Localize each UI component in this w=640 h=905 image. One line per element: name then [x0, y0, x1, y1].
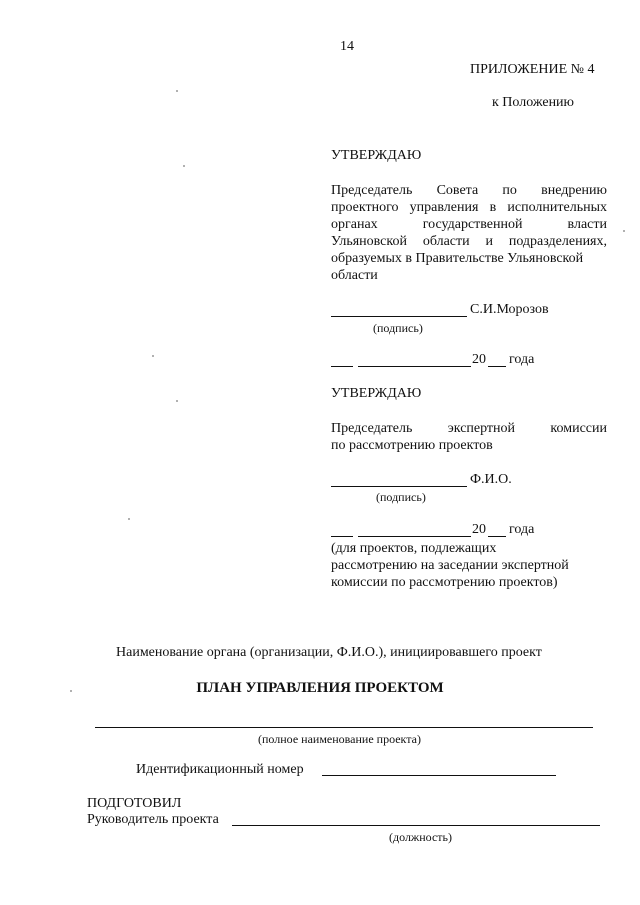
scan-speck	[176, 400, 178, 402]
approve2-signer: Ф.И.О.	[470, 472, 512, 487]
approve2-note-3: комиссии по рассмотрению проектов)	[331, 575, 558, 590]
appendix-title: ПРИЛОЖЕНИЕ № 4	[470, 62, 595, 77]
scan-speck	[623, 230, 625, 232]
id-line	[322, 775, 556, 776]
approve2-date-suffix: года	[509, 522, 535, 537]
scan-speck	[128, 518, 130, 520]
prepared-role-label: Руководитель проекта	[87, 812, 219, 827]
approve1-heading: УТВЕРЖДАЮ	[331, 148, 422, 163]
prepared-position-label: (должность)	[389, 830, 452, 844]
approve2-day-line	[331, 536, 353, 537]
approve1-line-3: органах государственной власти	[331, 217, 607, 232]
approve1-date-suffix: года	[509, 352, 535, 367]
approve1-signature-label: (подпись)	[373, 321, 423, 335]
approve2-signature-label: (подпись)	[376, 490, 426, 504]
approve1-signature-line	[331, 316, 467, 317]
appendix-subtitle: к Положению	[492, 95, 575, 110]
project-name-label: (полное наименование проекта)	[258, 732, 421, 746]
approve2-line-1: Председатель экспертной комиссии	[331, 421, 607, 436]
prepared-heading: ПОДГОТОВИЛ	[87, 796, 182, 811]
scan-speck	[183, 165, 185, 167]
prepared-role-line	[232, 825, 600, 826]
approve1-month-line	[358, 366, 471, 367]
approve1-line-5: образуемых в Правительстве Ульяновской	[331, 251, 584, 266]
scan-speck	[70, 690, 72, 692]
scan-speck	[152, 355, 154, 357]
approve1-line-4: Ульяновской области и подразделениях,	[331, 234, 607, 249]
approve2-note-2: рассмотрению на заседании экспертной	[331, 558, 569, 573]
approve1-year-line	[488, 366, 506, 367]
id-label: Идентификационный номер	[136, 762, 304, 777]
approve2-year-line	[488, 536, 506, 537]
scan-speck	[176, 90, 178, 92]
page-number: 14	[340, 39, 354, 54]
approve1-signer: С.И.Морозов	[470, 302, 549, 317]
approve2-note-1: (для проектов, подлежащих	[331, 541, 497, 556]
project-name-line	[95, 727, 593, 728]
approve2-date-year: 20	[472, 522, 486, 537]
approve2-month-line	[358, 536, 471, 537]
approve1-line-2: проектного управления в исполнительных	[331, 200, 607, 215]
approve2-line-2: по рассмотрению проектов	[331, 438, 493, 453]
approve2-heading: УТВЕРЖДАЮ	[331, 386, 422, 401]
approve1-line-6: области	[331, 268, 378, 283]
plan-title: ПЛАН УПРАВЛЕНИЯ ПРОЕКТОМ	[196, 680, 444, 696]
approve2-signature-line	[331, 486, 467, 487]
approve1-line-1: Председатель Совета по внедрению	[331, 183, 607, 198]
approve1-day-line	[331, 366, 353, 367]
approve1-date-year: 20	[472, 352, 486, 367]
organization-label: Наименование органа (организации, Ф.И.О.), инициировавшего проект	[116, 645, 542, 660]
